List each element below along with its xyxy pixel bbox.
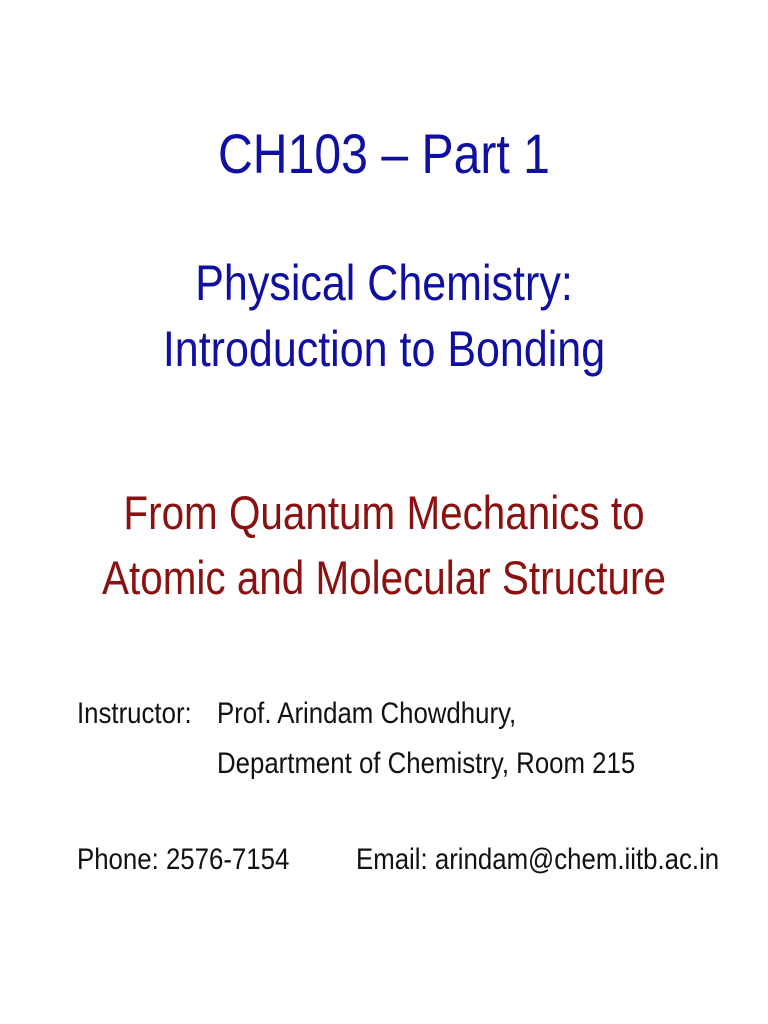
email-address: Email: arindam@chem.iitb.ac.in	[356, 843, 720, 876]
subject-heading	[0, 250, 768, 382]
subject-line: Introduction to Bonding	[162, 321, 606, 377]
instructor-name: Prof. Arindam Chowdhury,	[217, 697, 517, 730]
instructor-label: Instructor:	[77, 697, 192, 730]
instructor-department: Department of Chemistry, Room 215	[217, 747, 636, 780]
tagline	[0, 480, 768, 610]
tagline-line: From Quantum Mechanics to	[123, 486, 645, 539]
phone-number: Phone: 2576-7154	[77, 843, 290, 876]
course-title: CH103 – Part 1	[218, 122, 550, 185]
tagline-line: Atomic and Molecular Structure	[102, 551, 666, 604]
subject-line: Physical Chemistry:	[195, 255, 573, 311]
